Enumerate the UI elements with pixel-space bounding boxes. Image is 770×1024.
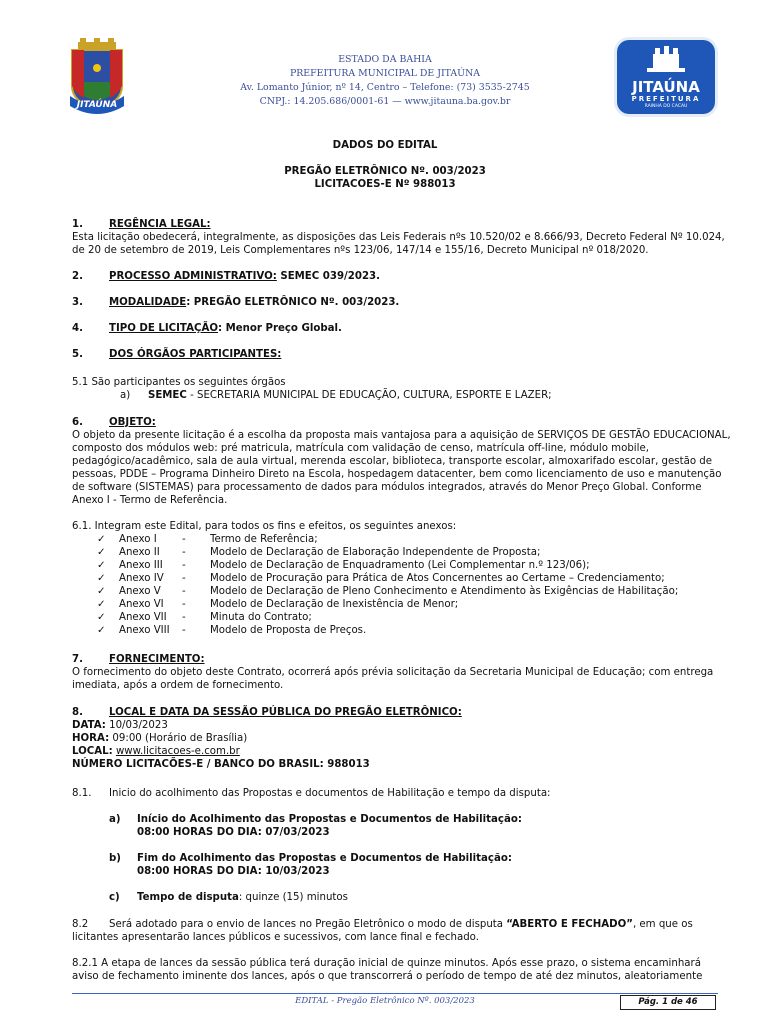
dispute-time-label: Tempo de disputa bbox=[137, 892, 239, 903]
section-5-1-a-text bbox=[148, 389, 552, 402]
annex-name: Anexo III bbox=[119, 560, 163, 571]
time-value: 09:00 (Horário de Brasília) bbox=[109, 733, 248, 744]
section-7-line-2: imediata, após a ordem de fornecimento. bbox=[72, 680, 284, 691]
annex-name: Anexo VII bbox=[119, 612, 167, 623]
section-8-title: LOCAL E DATA DA SESSÃO PÚBLICA DO PREGÃO ELETRÔNICO: bbox=[109, 707, 462, 718]
annex-dash: - bbox=[182, 560, 186, 571]
right-logo-sub1: PREFEITURA bbox=[631, 95, 701, 103]
section-2-line bbox=[109, 270, 380, 283]
doc-subtitle-1: PREGÃO ELETRÔNICO Nº. 003/2023 bbox=[284, 166, 486, 177]
annex-dash: - bbox=[182, 612, 186, 623]
header-cnpj: CNPJ.: 14.205.686/0001-61 — www.jitauna.ba.gov.br bbox=[259, 96, 511, 107]
section-8-1-number: 8.1. bbox=[72, 788, 92, 799]
annex-check-icon: ✓ bbox=[97, 547, 106, 558]
section-7-number: 7. bbox=[72, 654, 83, 665]
licitacoes-number: NÚMERO LICITACÕES-E / BANCO DO BRASIL: 988013 bbox=[72, 759, 370, 770]
annex-desc: Termo de Referência; bbox=[210, 534, 318, 545]
section-6-number: 6. bbox=[72, 417, 83, 428]
section-2-number: 2. bbox=[72, 271, 83, 282]
time-label: HORA: bbox=[72, 733, 110, 744]
section-8-2-1-line-2: aviso de fechamento iminente dos lances, após o que transcorrerá o período de tempo de até dez minutos, aleatoriamente bbox=[72, 971, 703, 982]
footer-text: EDITAL - Pregão Eletrônico Nº. 003/2023 bbox=[295, 996, 475, 1006]
annex-check-icon: ✓ bbox=[97, 560, 106, 571]
section-4-number: 4. bbox=[72, 323, 83, 334]
section-1-line-1: Esta licitação obedecerá, integralmente, as disposições das Leis Federais nºs 10.520/02 e 8.666/93, Decreto Federal Nº 10.024, bbox=[72, 232, 725, 243]
semec-label: SEMEC bbox=[148, 390, 187, 401]
annex-dash: - bbox=[182, 547, 186, 558]
dispute-time-value: : quinze (15) minutos bbox=[238, 892, 348, 903]
annex-check-icon: ✓ bbox=[97, 573, 106, 584]
annex-name: Anexo I bbox=[119, 534, 157, 545]
semec-description: - SECRETARIA MUNICIPAL DE EDUCAÇÃO, CULTURA, ESPORTE E LAZER; bbox=[186, 390, 552, 401]
section-5-1-a-letter: a) bbox=[120, 390, 131, 401]
section-3-value: : PREGÃO ELETRÔNICO Nº. 003/2023. bbox=[186, 297, 400, 308]
s82-part-a: Será adotado para o envio de lances no Pregão Eletrônico o modo de disputa bbox=[109, 919, 507, 930]
annex-dash: - bbox=[182, 573, 186, 584]
section-6-line-4: pessoas, PDDE – Programa Dinheiro Direto na Escola, hospedagem datacenter, bem como licenciamento de uso e manutenção bbox=[72, 469, 722, 480]
section-6-line-3: pedagógico/acadêmico, sala de aula virtual, merenda escolar, biblioteca, transporte escolar, almoxarifado escolar, gestão de bbox=[72, 456, 713, 467]
date-label: DATA: bbox=[72, 720, 106, 731]
section-8-2-line-2: licitantes apresentarão lances públicos e sucessivos, com lance final e fechado. bbox=[72, 932, 479, 943]
section-2-value: SEMEC 039/2023. bbox=[276, 271, 381, 282]
header-address: Av. Lomanto Júnior, nº 14, Centro – Telefone: (73) 3535-2745 bbox=[240, 82, 530, 93]
annex-check-icon: ✓ bbox=[97, 599, 106, 610]
section-6-line-1: O objeto da presente licitação é a escolha da proposta mais vantajosa para a aquisição de SERVIÇOS DE GESTÃO EDUCACIONAL, bbox=[72, 430, 731, 441]
section-1-title: REGÊNCIA LEGAL: bbox=[109, 219, 211, 230]
section-7-title: FORNECIMENTO: bbox=[109, 654, 205, 665]
header-municipality: PREFEITURA MUNICIPAL DE JITAÚNA bbox=[289, 68, 481, 79]
section-5-title: DOS ÓRGÃOS PARTICIPANTES: bbox=[109, 349, 282, 360]
section-7-line-1: O fornecimento do objeto deste Contrato, ocorrerá após prévia solicitação da Secretaria Municipal de Educação; com entrega bbox=[72, 667, 714, 678]
section-5-number: 5. bbox=[72, 349, 83, 360]
annex-check-icon: ✓ bbox=[97, 612, 106, 623]
annex-dash: - bbox=[182, 534, 186, 545]
annex-desc: Modelo de Proposta de Preços. bbox=[210, 625, 367, 636]
s82-mode: “ABERTO E FECHADO” bbox=[506, 919, 633, 930]
annex-dash: - bbox=[182, 599, 186, 610]
item-b-line-1: Fim do Acolhimento das Propostas e Documentos de Habilitação: bbox=[137, 853, 512, 864]
section-8-2-line-1 bbox=[109, 918, 693, 931]
item-a-line-2: 08:00 HORAS DO DIA: 07/03/2023 bbox=[137, 827, 330, 838]
section-1-number: 1. bbox=[72, 219, 83, 230]
section-3-line bbox=[109, 296, 399, 309]
section-6-title: OBJETO: bbox=[109, 417, 156, 428]
item-b-letter: b) bbox=[109, 853, 121, 864]
session-local bbox=[72, 745, 240, 758]
section-6-1: 6.1. Integram este Edital, para todos os fins e efeitos, os seguintes anexos: bbox=[72, 521, 457, 532]
section-2-title: PROCESSO ADMINISTRATIVO: bbox=[109, 271, 277, 282]
prefeitura-logo bbox=[617, 40, 715, 114]
header-state: ESTADO DA BAHIA bbox=[338, 54, 432, 65]
annex-desc: Minuta do Contrato; bbox=[210, 612, 312, 623]
section-4-title: TIPO DE LICITAÇÃO bbox=[109, 323, 218, 334]
footer-divider bbox=[72, 993, 718, 994]
s82-part-c: , em que os bbox=[632, 919, 693, 930]
section-6-line-6: Anexo I - Termo de Referência. bbox=[72, 495, 228, 506]
annex-desc: Modelo de Declaração de Elaboração Independente de Proposta; bbox=[210, 547, 541, 558]
doc-subtitle-2: LICITACOES-E Nº 988013 bbox=[314, 179, 456, 190]
section-8-1-text: Inicio do acolhimento das Propostas e documentos de Habilitação e tempo da disputa: bbox=[109, 788, 551, 799]
annex-name: Anexo IV bbox=[119, 573, 164, 584]
doc-title: DADOS DO EDITAL bbox=[332, 140, 438, 151]
section-8-2-1-line-1: 8.2.1 A etapa de lances da sessão pública terá duração inicial de quinze minutos. Após esse prazo, o sistema encaminhará bbox=[72, 958, 701, 969]
annex-desc: Modelo de Declaração de Inexistência de Menor; bbox=[210, 599, 459, 610]
item-a-letter: a) bbox=[109, 814, 121, 825]
annex-desc: Modelo de Declaração de Enquadramento (Lei Complementar n.º 123/06); bbox=[210, 560, 590, 571]
section-3-number: 3. bbox=[72, 297, 83, 308]
left-logo-text: JITAÚNA bbox=[76, 100, 118, 110]
section-3-title: MODALIDADE bbox=[109, 297, 187, 308]
annex-name: Anexo VIII bbox=[119, 625, 170, 636]
item-c-text bbox=[137, 891, 348, 904]
annex-desc: Modelo de Declaração de Pleno Conhecimento e Atendimento às Exigências de Habilitação; bbox=[210, 586, 679, 597]
annex-name: Anexo V bbox=[119, 586, 161, 597]
session-date bbox=[72, 719, 168, 732]
annex-name: Anexo VI bbox=[119, 599, 164, 610]
date-value: 10/03/2023 bbox=[105, 720, 168, 731]
annex-desc: Modelo de Procuração para Prática de Atos Concernentes ao Certame – Credenciamento; bbox=[210, 573, 665, 584]
annex-check-icon: ✓ bbox=[97, 625, 106, 636]
annex-dash: - bbox=[182, 586, 186, 597]
page-number: Pág. 1 de 46 bbox=[620, 995, 716, 1010]
section-1-line-2: de 20 de setembro de 2019, Leis Complementares nºs 123/06, 147/14 e 155/16, Decreto Municipal nº 018/2020. bbox=[72, 245, 649, 256]
section-4-value: : Menor Preço Global. bbox=[218, 323, 342, 334]
right-logo-sub2: RAINHA DO CACAU bbox=[644, 104, 688, 109]
item-b-line-2: 08:00 HORAS DO DIA: 10/03/2023 bbox=[137, 866, 330, 877]
local-label: LOCAL: bbox=[72, 746, 113, 757]
right-logo-name: JITAÚNA bbox=[632, 78, 700, 96]
section-8-2-number: 8.2 bbox=[72, 919, 89, 930]
item-c-letter: c) bbox=[109, 892, 120, 903]
section-8-number: 8. bbox=[72, 707, 83, 718]
annex-check-icon: ✓ bbox=[97, 534, 106, 545]
session-time bbox=[72, 732, 247, 745]
annex-name: Anexo II bbox=[119, 547, 160, 558]
licitacoes-link[interactable]: www.licitacoes-e.com.br bbox=[115, 746, 240, 757]
annex-dash: - bbox=[182, 625, 186, 636]
section-4-line bbox=[109, 322, 342, 335]
section-6-line-2: composto dos módulos web: pré matricula, matrícula com validação de censo, matrícula off-line, módulo mobile, bbox=[72, 443, 649, 454]
section-5-1: 5.1 São participantes os seguintes órgãos bbox=[72, 377, 286, 388]
section-6-line-5: de software (SISTEMAS) para processamento de dados para módulos integrados, através do Menor Preço Global. Conforme bbox=[72, 482, 702, 493]
item-a-line-1: Início do Acolhimento das Propostas e Documentos de Habilitação: bbox=[137, 814, 522, 825]
annex-check-icon: ✓ bbox=[97, 586, 106, 597]
